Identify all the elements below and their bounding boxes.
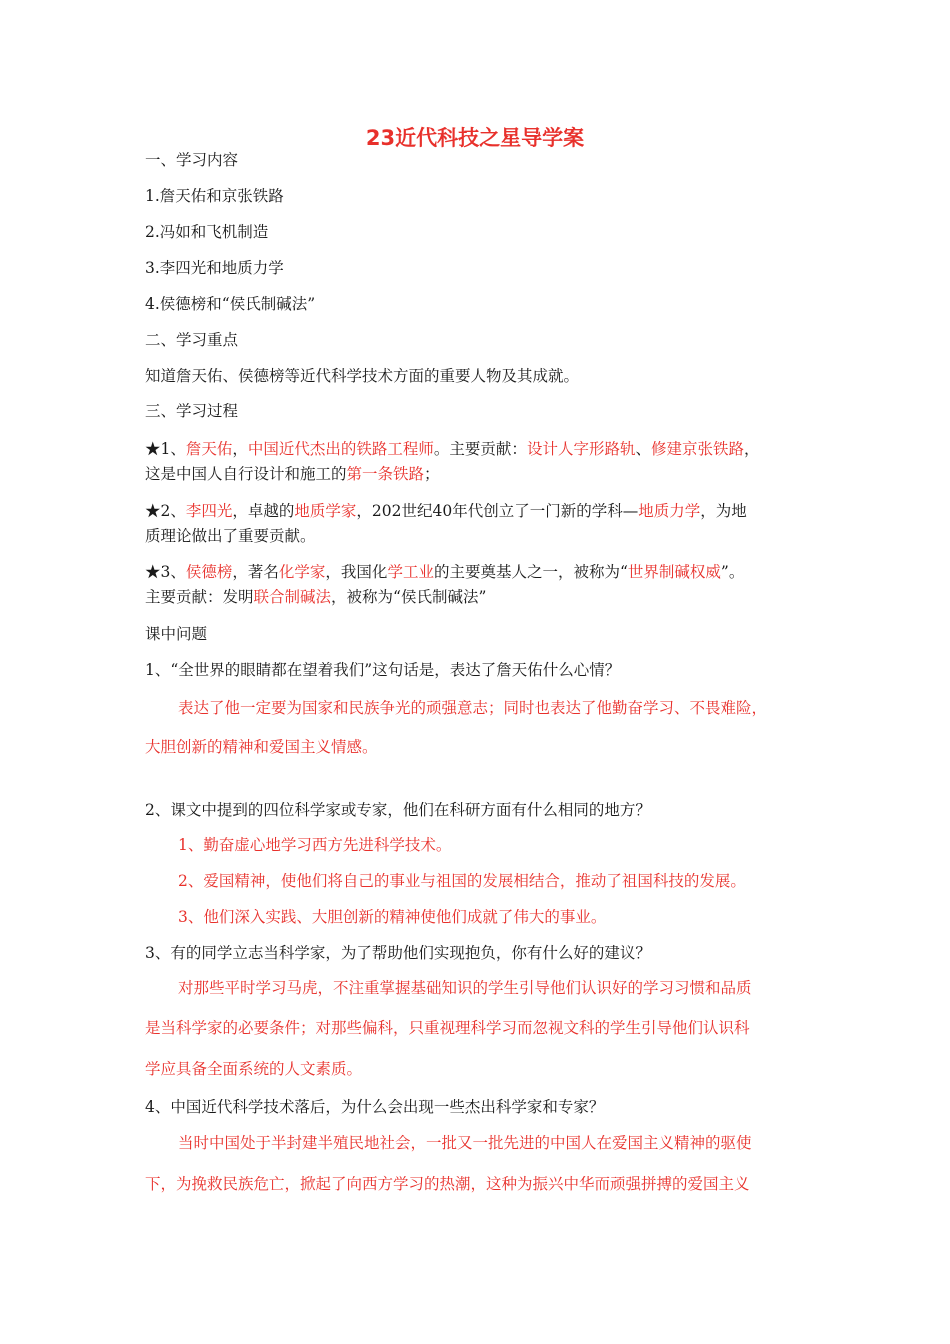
highlight: 学工业 (387, 563, 434, 581)
star-bullet: ★2、 (145, 502, 186, 520)
highlight: 地质学家 (294, 502, 357, 520)
highlight: 中国近代杰出的铁路工程师 (247, 440, 434, 458)
scientist-name: 詹天佑 (185, 440, 233, 458)
section-heading-content: 一、学习内容 (145, 151, 239, 169)
text: ； (424, 465, 440, 483)
list-item: 1.詹天佑和京张铁路 (145, 187, 284, 205)
process-paragraph-2-line-2: 质理论做出了重要贡献。 (145, 527, 316, 545)
highlight: 第一条铁路 (346, 465, 425, 483)
process-paragraph-3-line-2 (145, 585, 825, 610)
list-item: 4.侯德榜和“侯氏制碱法” (145, 295, 316, 313)
answer-1-line-2: 大胆创新的精神和爱国主义情感。 (145, 738, 378, 756)
section-heading-process: 三、学习过程 (145, 402, 239, 420)
answer-2-item: 1、勤奋虚心地学习西方先进科学技术。 (178, 836, 452, 854)
highlight: 设计人字形路轨 (526, 440, 636, 458)
answer-3-line-2: 是当科学家的必要条件；对那些偏科，只重视理科学习而忽视文科的学生引导他们认识科 (145, 1019, 750, 1037)
answer-2-item: 2、爱国精神，使他们将自己的事业与祖国的发展相结合，推动了祖国科技的发展。 (178, 872, 746, 890)
text: 。主要贡献： (433, 440, 527, 458)
question-1: 1、“全世界的眼睛都在望着我们”这句话是，表达了詹天佑什么心情？ (145, 661, 621, 679)
focus-text: 知道詹天佑、侯德榜等近代科学技术方面的重要人物及其成就。 (145, 367, 580, 385)
text: ，著名 (232, 563, 279, 581)
text: 的主要奠基人之一，被称为“ (433, 563, 628, 581)
star-bullet: ★1、 (145, 440, 186, 458)
answer-3-line-3: 学应具备全面系统的人文素质。 (145, 1060, 363, 1078)
text: ， (232, 440, 248, 458)
text: ，卓越的 (232, 502, 295, 520)
answer-4-line-1: 当时中国处于半封建半殖民地社会，一批又一批先进的中国人在爱国主义精神的驱使 (178, 1134, 752, 1152)
text: ，我国化 (325, 563, 388, 581)
text: ”。 (720, 563, 745, 581)
text: ，为地 (700, 502, 747, 520)
question-4: 4、中国近代科学技术落后，为什么会出现一些杰出科学家和专家？ (145, 1098, 605, 1116)
highlight: 化学家 (278, 563, 326, 581)
highlight: 修建京张铁路 (650, 440, 744, 458)
process-paragraph-1-line-2 (145, 462, 825, 487)
answer-2-item: 3、他们深入实践、大胆创新的精神使他们成就了伟大的事业。 (178, 908, 607, 926)
answer-4-line-2: 下，为挽救民族危亡，掀起了向西方学习的热潮，这种为振兴中华而顽强拼搏的爱国主义 (145, 1175, 750, 1193)
highlight: 联合制碱法 (253, 588, 332, 606)
document-title: 23近代科技之星导学案 (365, 126, 585, 150)
highlight: 世界制碱权威 (627, 563, 721, 581)
answer-1-line-1: 表达了他一定要为国家和民族争光的顽强意志；同时也表达了他勤奋学习、不畏难险， (178, 699, 768, 717)
highlight: 地质力学 (638, 502, 701, 520)
section-heading-focus: 二、学习重点 (145, 331, 239, 349)
question-2: 2、课文中提到的四位科学家或专家，他们在科研方面有什么相同的地方？ (145, 801, 651, 819)
text: 这是中国人自行设计和施工的 (145, 465, 347, 483)
text: ，被称为“侯氏制碱法” (331, 588, 487, 606)
process-paragraph-2 (145, 499, 825, 524)
question-3: 3、有的同学立志当科学家，为了帮助他们实现抱负，你有什么好的建议？ (145, 944, 651, 962)
process-paragraph-1 (145, 437, 825, 462)
scientist-name: 李四光 (185, 502, 233, 520)
process-paragraph-3 (145, 560, 825, 585)
star-bullet: ★3、 (145, 563, 186, 581)
questions-heading: 课中问题 (145, 625, 208, 643)
scientist-name: 侯德榜 (185, 563, 233, 581)
list-item: 2.冯如和飞机制造 (145, 223, 269, 241)
text: 、 (635, 440, 651, 458)
text: 主要贡献：发明 (145, 588, 254, 606)
text: ，202世纪40年代创立了一门新的学科— (356, 502, 639, 520)
answer-3-line-1: 对那些平时学习马虎，不注重掌握基础知识的学生引导他们认识好的学习习惯和品质 (178, 979, 752, 997)
list-item: 3.李四光和地质力学 (145, 259, 284, 277)
text: ， (743, 440, 760, 458)
